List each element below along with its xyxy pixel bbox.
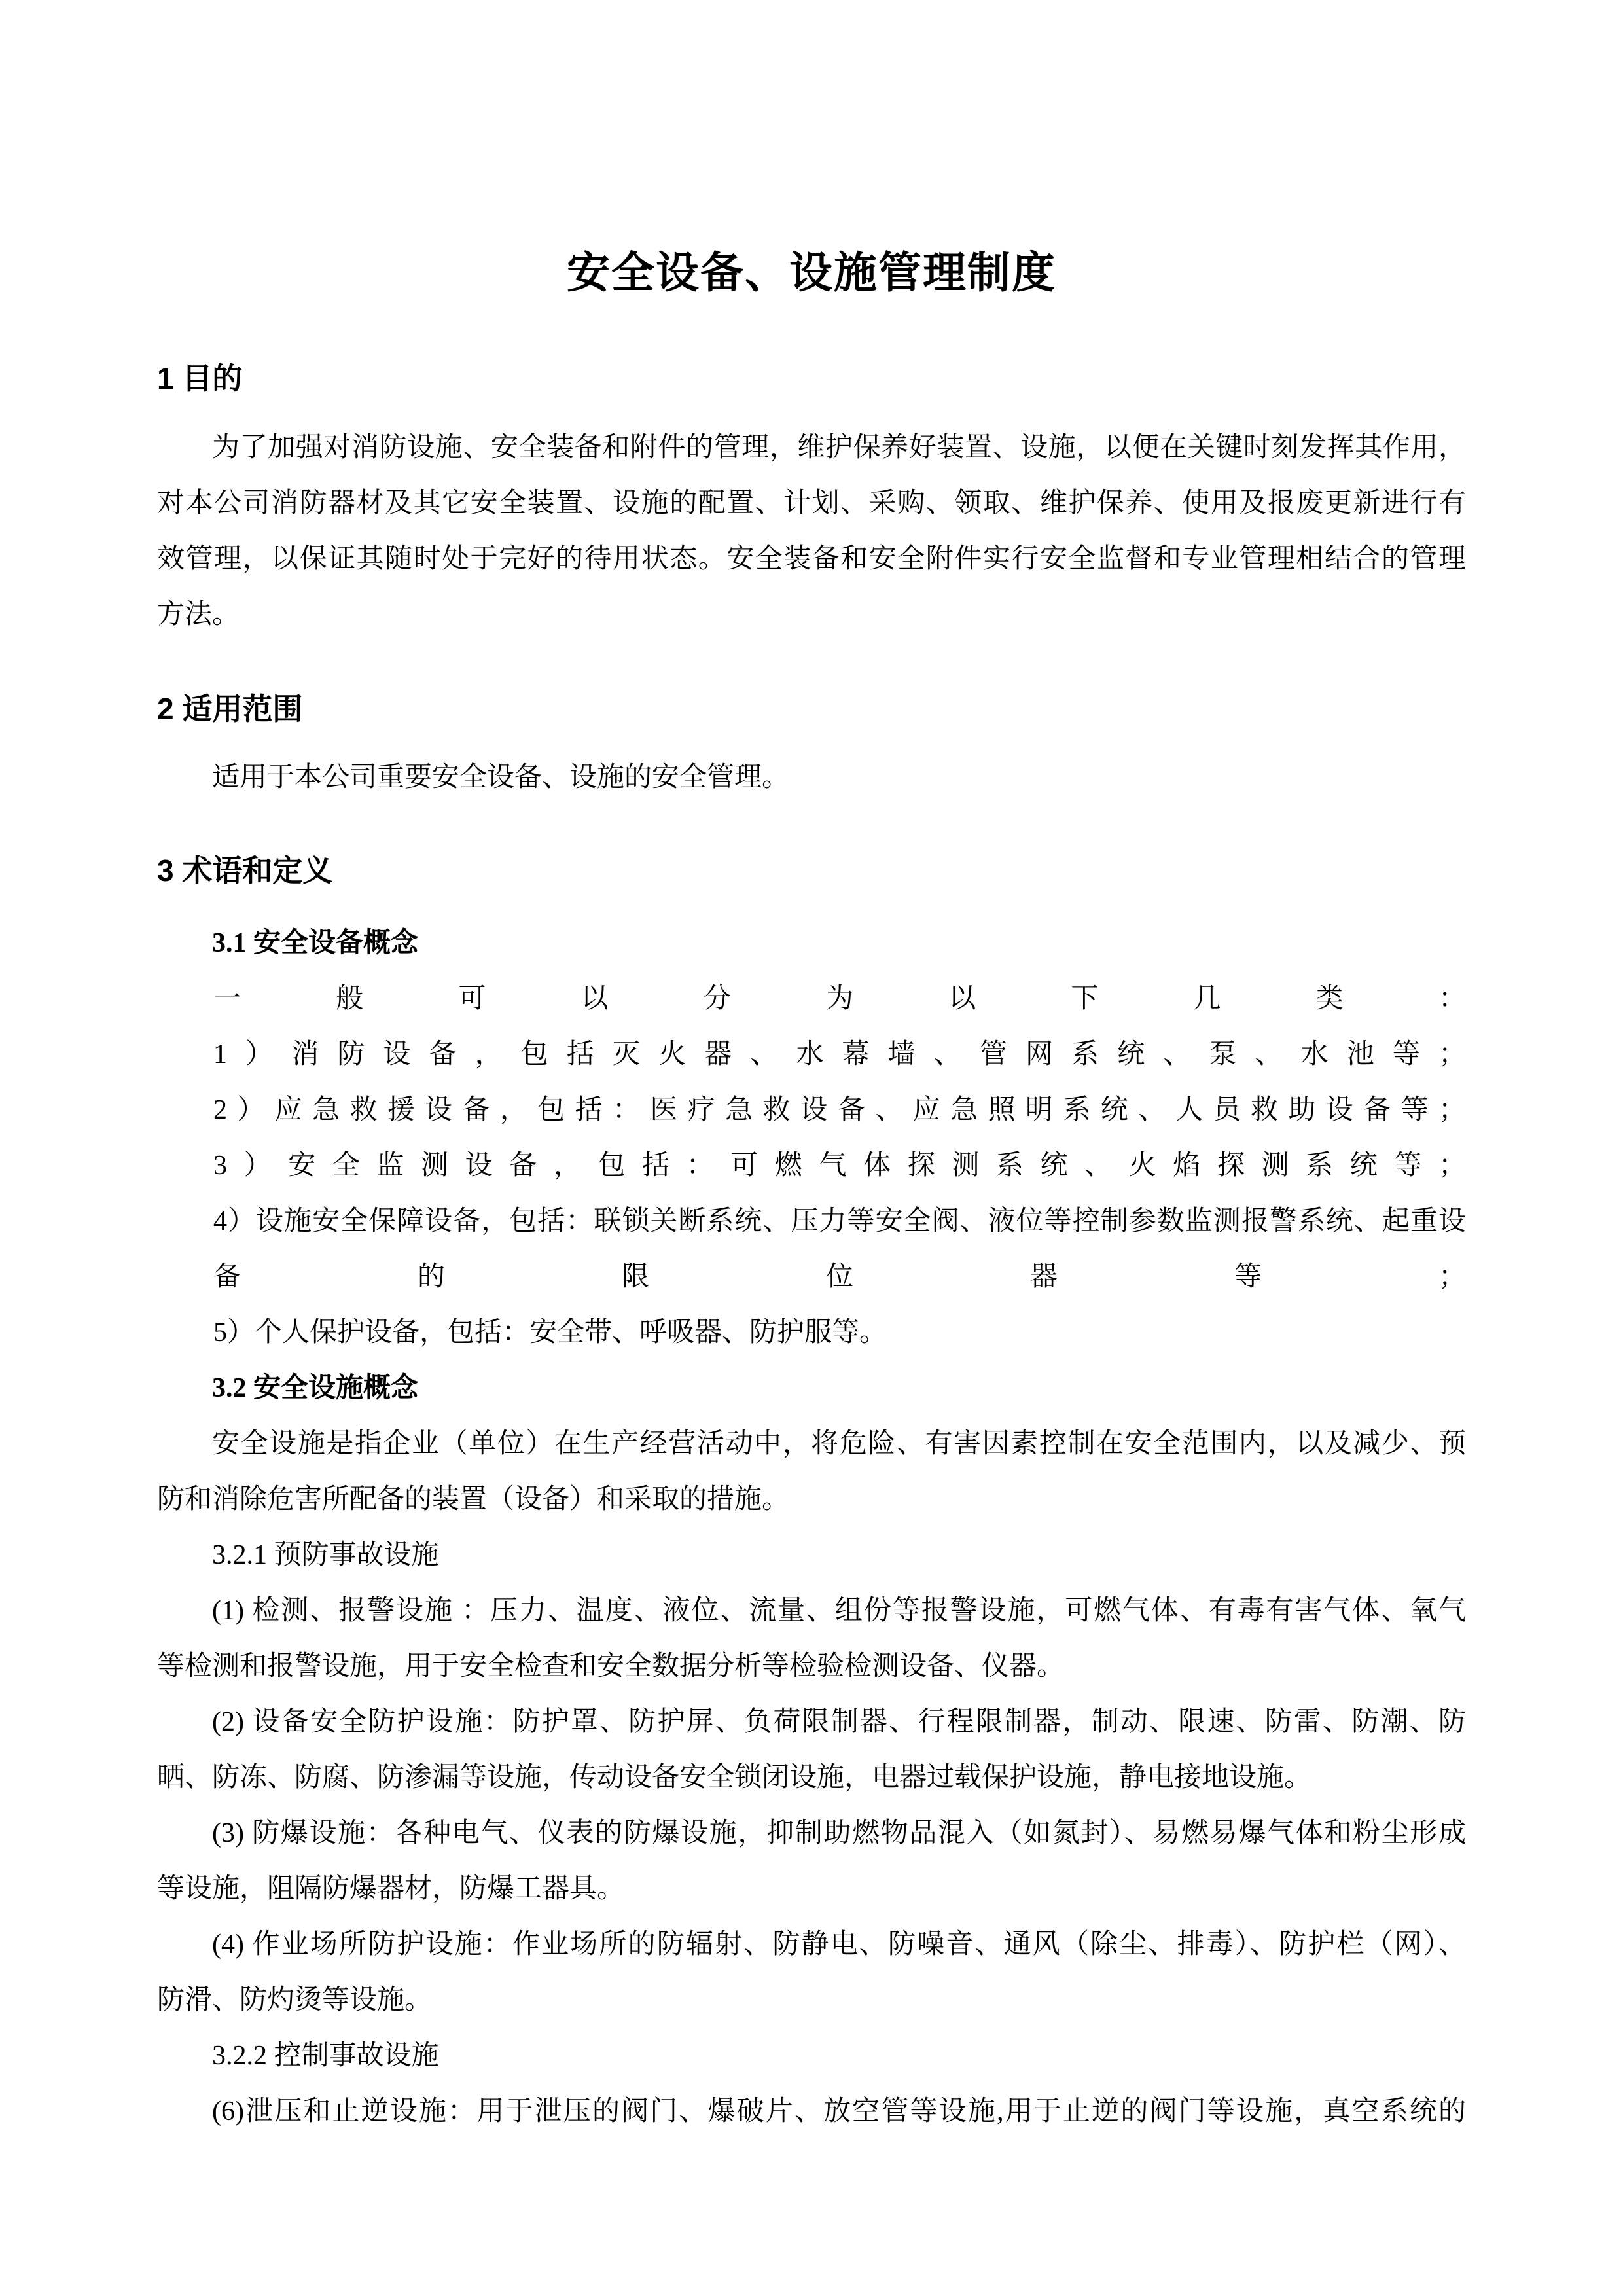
paragraph-detect-alarm bbox=[157, 1583, 1466, 1695]
body-line: 效管理，以保证其随时处于完好的待用状态。安全装备和安全附件实行安全监督和专业管理相结合的管理 bbox=[157, 544, 1466, 574]
list-item: 1）消防设备，包括灭火器、水幕墙、管网系统、泵、水池等； bbox=[213, 1039, 1466, 1069]
paragraph-scope bbox=[157, 750, 1466, 806]
subsection-heading-prevent: 3.2.1 预防事故设施 bbox=[212, 1540, 439, 1570]
body-line: (6)泄压和止逆设施：用于泄压的阀门、爆破片、放空管等设施,用于止逆的阀门等设施，真空系统的 bbox=[212, 2096, 1466, 2126]
list-item: 备的限位器等； bbox=[213, 1262, 1466, 1292]
body-line: 等检测和报警设施，用于安全检查和安全数据分析等检验检测设备、仪器。 bbox=[157, 1651, 1065, 1681]
list-item: 3）安全监测设备，包括：可燃气体探测系统、火焰探测系统等； bbox=[213, 1151, 1466, 1181]
body-line: (4) 作业场所防护设施：作业场所的防辐射、防静电、防噪音、通风（除尘、排毒）、防护栏（网）、 bbox=[212, 1929, 1466, 1960]
list-item: 4）设施安全保障设备，包括：联锁关断系统、压力等安全阀、液位等控制参数监测报警系统、起重设 bbox=[213, 1206, 1466, 1236]
body-line: 等设施，阻隔防爆器材，防爆工器具。 bbox=[157, 1874, 625, 1904]
body-line: 晒、防冻、防腐、防渗漏等设施，传动设备安全锁闭设施，电器过载保护设施，静电接地设施。 bbox=[157, 1763, 1312, 1793]
section-heading-terms: 3 术语和定义 bbox=[157, 853, 333, 888]
body-line: 防和消除危害所配备的装置（设备）和采取的措施。 bbox=[157, 1484, 790, 1515]
body-line: 防滑、防灼烫等设施。 bbox=[157, 1985, 433, 2015]
section-heading-purpose: 1 目的 bbox=[157, 361, 243, 395]
list-item: 5）个人保护设备，包括：安全带、呼吸器、防护服等。 bbox=[213, 1318, 887, 1348]
subsection-heading-control: 3.2.2 控制事故设施 bbox=[212, 2041, 439, 2071]
body-line: (1) 检测、报警设施 ：压力、温度、液位、流量、组份等报警设施，可燃气体、有毒有害气体、氧气 bbox=[212, 1596, 1466, 1626]
body-line: 对本公司消防器材及其它安全装置、设施的配置、计划、采购、领取、维护保养、使用及报废更新进行有 bbox=[157, 488, 1466, 518]
paragraph-facility bbox=[157, 1416, 1466, 1528]
list-item: 一般可以分为以下几类： bbox=[213, 984, 1466, 1014]
subsection-heading-equipment: 3.1 安全设备概念 bbox=[212, 928, 419, 958]
paragraph-equipment-protection bbox=[157, 1695, 1466, 1806]
equipment-type-list bbox=[213, 971, 1466, 1361]
body-line: 安全设施是指企业（单位）在生产经营活动中，将危险、有害因素控制在安全范围内，以及减少、预 bbox=[212, 1429, 1466, 1459]
paragraph-workplace-protection bbox=[157, 1917, 1466, 2028]
body-line: (3) 防爆设施：各种电气、仪表的防爆设施，抑制助燃物品混入（如氮封）、易燃易爆气体和粉尘形成 bbox=[212, 1818, 1466, 1848]
list-item: 2）应急救援设备，包括：医疗急救设备、应急照明系统、人员救助设备等； bbox=[213, 1095, 1466, 1125]
subsection-heading-facility: 3.2 安全设施概念 bbox=[212, 1373, 419, 1403]
body-line: 为了加强对消防设施、安全装备和附件的管理，维护保养好装置、设施，以便在关键时刻发挥其作用， bbox=[212, 433, 1466, 463]
body-line: 方法。 bbox=[157, 600, 240, 630]
body-line: 适用于本公司重要安全设备、设施的安全管理。 bbox=[212, 762, 790, 793]
document-title: 安全设备、设施管理制度 bbox=[567, 249, 1056, 297]
body-line: (2) 设备安全防护设施：防护罩、防护屏、负荷限制器、行程限制器，制动、限速、防雷、防潮、防 bbox=[212, 1707, 1466, 1737]
paragraph-pressure-relief bbox=[157, 2084, 1466, 2140]
section-heading-scope: 2 适用范围 bbox=[157, 692, 303, 726]
paragraph-purpose bbox=[157, 420, 1466, 643]
paragraph-explosion-proof bbox=[157, 1806, 1466, 1917]
